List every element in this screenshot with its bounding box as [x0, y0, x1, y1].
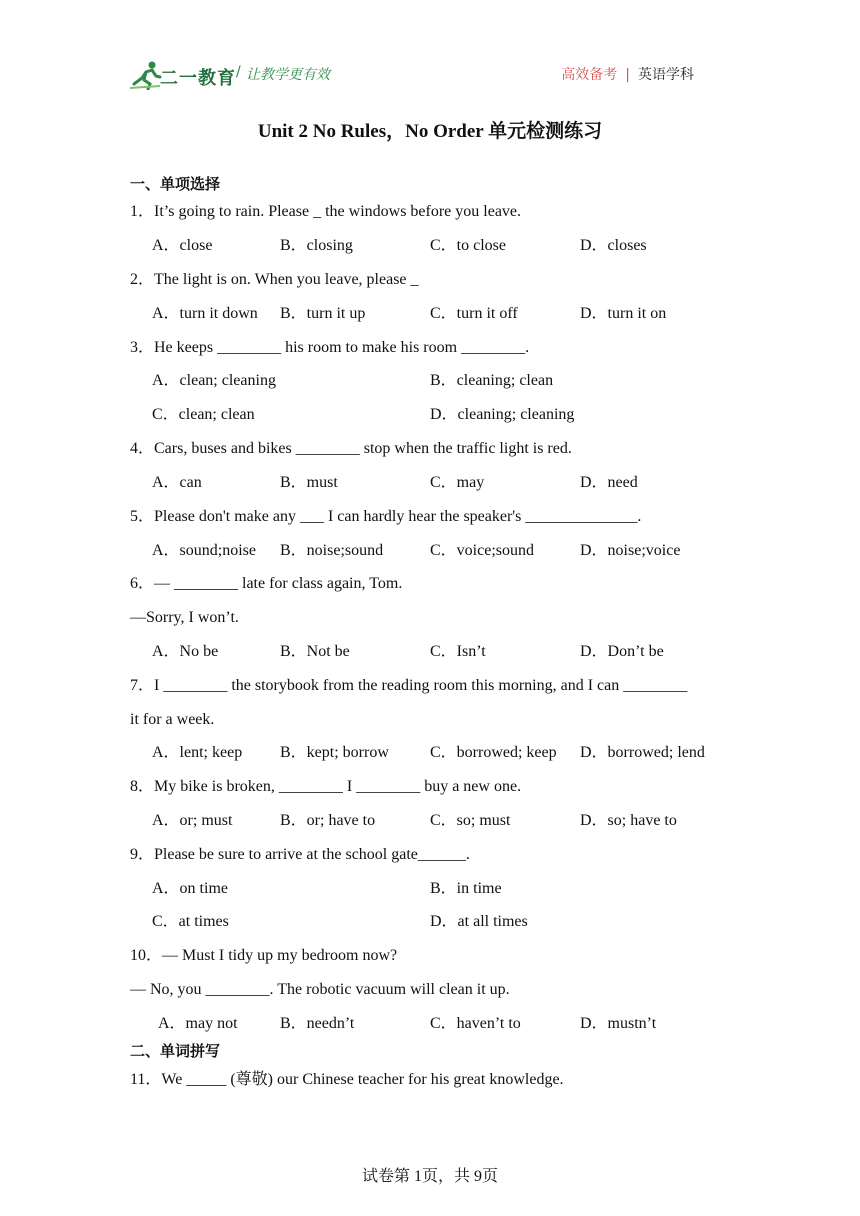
- q5-option-b[interactable]: B．noise;sound: [280, 542, 384, 559]
- q7-option-d[interactable]: D．borrowed; lend: [580, 744, 705, 761]
- q1-option-d[interactable]: D．closes: [580, 237, 647, 254]
- q7-option-b[interactable]: B．kept; borrow: [280, 744, 389, 761]
- q3-option-b[interactable]: B．cleaning; clean: [430, 372, 554, 389]
- q2-stem: 2．The light is on. When you leave, please _: [130, 271, 419, 288]
- q10-option-d[interactable]: D．mustn’t: [580, 1015, 657, 1032]
- q5-option-a[interactable]: A．sound;noise: [152, 542, 257, 559]
- q4-option-a[interactable]: A．can: [152, 474, 202, 491]
- q8-option-b[interactable]: B．or; have to: [280, 812, 376, 829]
- q8-option-d[interactable]: D．so; have to: [580, 812, 677, 829]
- q6-option-d[interactable]: D．Don’t be: [580, 643, 664, 660]
- q2-option-d[interactable]: D．turn it on: [580, 305, 667, 322]
- q3-stem: 3．He keeps ________ his room to make his room ________.: [130, 339, 530, 356]
- q11-stem: 11．We _____ (尊敬) our Chinese teacher for his great knowledge.: [130, 1071, 564, 1088]
- q2-option-a[interactable]: A．turn it down: [152, 305, 258, 322]
- q8-stem: 8．My bike is broken, ________ I ________ buy a new one.: [130, 778, 522, 795]
- q10-option-b[interactable]: B．needn’t: [280, 1015, 355, 1032]
- slogan: 让教学更有效: [246, 67, 330, 83]
- q6-option-c[interactable]: C．Isn’t: [430, 643, 486, 660]
- q4-stem: 4．Cars, buses and bikes ________ stop when the traffic light is red.: [130, 440, 572, 457]
- q6-option-a[interactable]: A．No be: [152, 643, 219, 660]
- q3-option-a[interactable]: A．clean; cleaning: [152, 372, 276, 389]
- q9-stem: 9．Please be sure to arrive at the school gate______.: [130, 846, 470, 863]
- q3-option-c[interactable]: C．clean; clean: [152, 406, 255, 423]
- q9-option-c[interactable]: C．at times: [152, 913, 229, 930]
- q10-stem: 10．— Must I tidy up my bedroom now?: [130, 947, 398, 964]
- q4-option-b[interactable]: B．must: [280, 474, 338, 491]
- q10-option-c[interactable]: C．haven’t to: [430, 1015, 521, 1032]
- q4-option-d[interactable]: D．need: [580, 474, 638, 491]
- section-heading-2: 二、单词拼写: [130, 1042, 221, 1060]
- q10-response: — No, you ________. The robotic vacuum will clean it up.: [130, 981, 510, 998]
- q10-option-a[interactable]: A．may not: [158, 1015, 238, 1032]
- page-title: Unit 2 No Rules，No Order 单元检测练习: [257, 121, 603, 142]
- header-tag-exam: 高效备考: [561, 67, 618, 83]
- q7-stem: 7．I ________ the storybook from the reading room this morning, and I can ________: [130, 677, 688, 694]
- q5-option-c[interactable]: C．voice;sound: [430, 542, 534, 559]
- slogan-slash: /: [236, 64, 241, 80]
- q9-option-a[interactable]: A．on time: [152, 880, 228, 897]
- q9-option-d[interactable]: D．at all times: [430, 913, 528, 930]
- q8-option-a[interactable]: A．or; must: [152, 812, 233, 829]
- header-right: [561, 64, 694, 84]
- header-tag-subject: 英语学科: [638, 67, 694, 83]
- page-header: [130, 58, 730, 90]
- q6-option-b[interactable]: B．Not be: [280, 643, 350, 660]
- q7-option-a[interactable]: A．lent; keep: [152, 744, 243, 761]
- q5-stem: 5．Please don't make any ___ I can hardly hear the speaker's ______________.: [130, 508, 642, 525]
- q6-response: —Sorry, I won’t.: [130, 609, 239, 626]
- q7-option-c[interactable]: C．borrowed; keep: [430, 744, 557, 761]
- q8-option-c[interactable]: C．so; must: [430, 812, 511, 829]
- header-separator: |: [625, 67, 630, 83]
- section-heading-1: 一、单项选择: [130, 175, 221, 193]
- q2-option-c[interactable]: C．turn it off: [430, 305, 518, 322]
- q1-option-a[interactable]: A．close: [152, 237, 213, 254]
- q2-option-b[interactable]: B．turn it up: [280, 305, 366, 322]
- q5-option-d[interactable]: D．noise;voice: [580, 542, 681, 559]
- q4-option-c[interactable]: C．may: [430, 474, 485, 491]
- q1-option-b[interactable]: B．closing: [280, 237, 353, 254]
- q6-stem: 6．— ________ late for class again, Tom.: [130, 575, 403, 592]
- q9-option-b[interactable]: B．in time: [430, 880, 502, 897]
- q3-option-d[interactable]: D．cleaning; cleaning: [430, 406, 575, 423]
- q1-stem: 1．It’s going to rain. Please _ the windows before you leave.: [130, 203, 522, 220]
- logo-text: 二一教育: [160, 68, 236, 89]
- q1-option-c[interactable]: C．to close: [430, 237, 506, 254]
- page-footer: 试卷第 1页，共 9页: [361, 1168, 498, 1185]
- q7-stem-cont: it for a week.: [130, 711, 215, 728]
